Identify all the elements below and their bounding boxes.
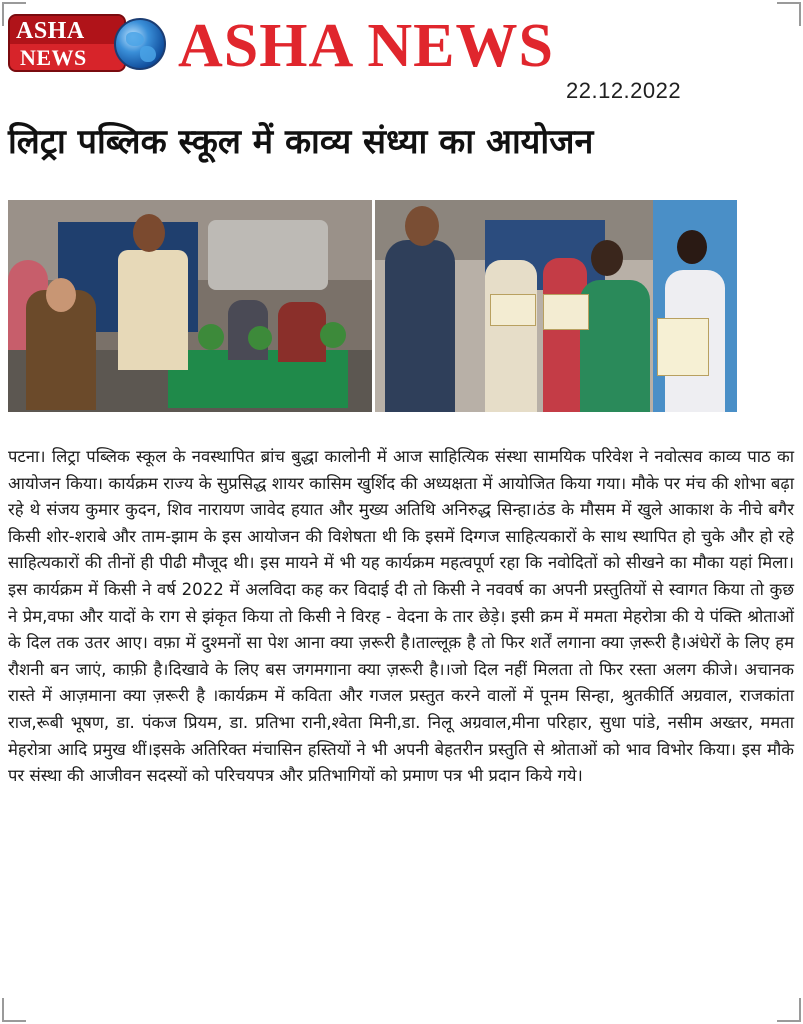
masthead-title: ASHA NEWS [178,12,554,80]
crop-corner-top-right [777,2,801,26]
article-body: पटना। लिट्रा पब्लिक स्कूल के नवस्थापित ब्रांच बुद्धा कालोनी में आज साहित्यिक संस्था सामयिक परिवेश ने नवोत्सव काव्य पाठ का आयोजन किया। कार्यक्रम राज्य के सुप्रसिद्ध शायर कासिम खुर्शिद की अध्यक्षता में आयोजित किया गया। मौके पर मंच की शोभा बढ़ा रहे थे संजय कुमार कुदन, शिव नारायण जावेद हयात और मुख्य अतिथि अनिरुद्ध सिन्हा।ठंड के मौसम में खुले आकाश के नीचे बगैर किसी शोर-शराबे और ताम-झाम के इस आयोजन की विशेषता थी कि इसमें दिग्गज साहित्यकारों के साथ स्थापित हो चुके और हो रहे साहित्यकारों की तीनों ही पीढी मौजूद थी। इस मायने में भी यह कार्यक्रम महत्वपूर्ण रहा कि नवोदितों को सीखने का मौका यहां मिला। इस कार्यक्रम में किसी ने वर्ष 2022 में अलविदा कह कर विदाई दी तो किसी ने नववर्ष का अपनी प्रस्तुतियों से स्वागत किया तो कुछ ने प्रेम,वफा और यादों के राग से झंकृत किया तो किसी ने विरह - वेदना के तार छेड़े। इसी क्रम में ममता मेहरोत्रा की ये पंक्ति श्रोताओं के दिल तक उतर आए। वफ़ा में दुश्मनों सा पेश आना क्या ज़रूरी है।ताल्लूक़ है तो फिर शर्तें लगाना क्या ज़रूरी है।अंधेरों के लिए हम रौशनी बन जाएं, काफ़ी है।दिखावे के लिए बस जगमगाना क्या ज़रूरी है।।जो दिल नहीं मिलता तो फिर रस्ता अलग कीजे। अचानक रास्ते में आज़माना क्या ज़रूरी है ।कार्यक्रम में कविता और गजल प्रस्तुत करने वालों में पूनम सिन्हा, श्रुतकीर्ति अग्रवाल, राजकांता राज,रूबी भूषण, डा. पंकज प्रियम, डा. प्रतिभा रानी,श्वेता मिनी,डा. निलू अग्रवाल,मीना परिहार, सुधा पांडे, नसीम अख्तर, ममता मेहरोत्रा आदि प्रमुख थीं।इसके अतिरिक्त मंचासिन हस्तियों ने भी अपनी बेहतरीन प्रस्तुति से श्रोताओं को भाव विभोर किया। इस मौके पर संस्था की आजीवन सदस्यों को परिचयपत्र और प्रतिभागियों को प्रमाण पत्र भी प्रदान किये गये। [8,447,794,786]
article-headline: लिट्रा पब्लिक स्कूल में काव्य संध्या का आयोजन [8,122,594,162]
logo-text-asha: ASHA [16,18,85,44]
logo-text-news: NEWS [20,45,87,70]
crop-corner-bottom-right [777,998,801,1022]
crop-corner-bottom-left [2,998,26,1022]
publication-date: 22.12.2022 [566,78,682,103]
certificate-ceremony-photo [375,200,737,412]
event-stage-photo [8,200,372,412]
asha-news-logo [8,14,166,74]
globe-icon [114,18,166,70]
logo-badge [8,14,126,72]
